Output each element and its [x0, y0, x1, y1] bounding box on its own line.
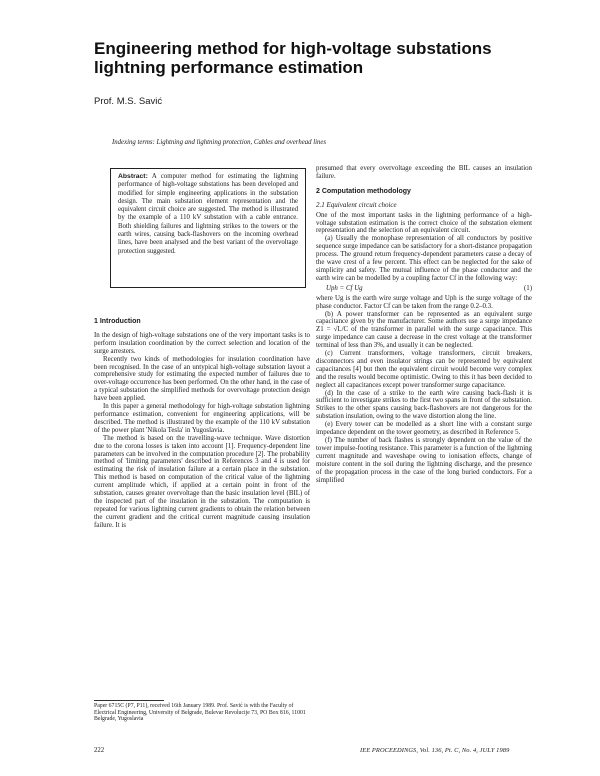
paragraph: (c) Current transformers, voltage transformers, circuit breakers, disconnectors and even insulator strings can be represented by equivalent capacitances [4] but then the equivalent circuit would become very complex and the results would become optimistic. Owing to this it has been decided to neglect all capacitances except power transformer surge capacitance. [316, 350, 532, 389]
equation-number: (1) [523, 284, 532, 292]
section-heading-introduction: 1 Introduction [94, 318, 141, 325]
abstract-box [110, 168, 306, 288]
paragraph: In this paper a general methodology for high-voltage substation lightning performance estimation, convenient for engineering applications, will be described. The method is illustrated by the example of the 110 kV substation of the power plant 'Nikola Tesla' in Yugoslavia. [94, 403, 310, 434]
paragraph: presumed that every overvoltage exceeding the BIL causes an insulation failure. [316, 165, 532, 180]
paragraph: In the design of high-voltage substations one of the very important tasks is to perform insulation coordination by the correct selection and location of the surge arresters. [94, 331, 310, 355]
abstract-text: A computer method for estimating the lightning performance of high-voltage substations has been developed and modified for simple engineering applications in the substation design. The main substation element representation and the equivalent circuit choice are suggested. The method is illustrated by the example of a 110 kV substation with a cable entrance. Both shielding failures and lightning strikes to the towers or the earth wires, causing back-flashovers on the incoming overhead lines, have been analysed and the best variant of the overvoltage protection suggested. [118, 173, 299, 255]
right-column [316, 165, 532, 484]
subsection-heading: 2.1 Equivalent circuit choice [316, 200, 397, 209]
paragraph: (e) Every tower can be modelled as a short line with a constant surge impedance dependent on the tower geometry, as described in Reference 5. [316, 421, 532, 437]
section-heading-methodology: 2 Computation methodology [316, 187, 411, 195]
page-number: 222 [94, 747, 105, 754]
footnote-divider [94, 700, 164, 701]
paragraph: Recently two kinds of methodologies for insulation coordination have been recognised. In the case of an untypical high-voltage substation layout a comprehensive study for estimating the expected number of failures due to over-voltage occurrence has been performed. On the other hand, in the case of a typical substation the simplified methods for overvoltage protection design have been applied. [94, 355, 310, 403]
equation-1 [316, 283, 532, 295]
paragraph: (f) The number of back flashes is strongly dependent on the value of the tower impulse-footing resistance. This parameter is a function of the lightning current magnitude and waveshape owing to ionisation effects, change of moisture content in the soil during the lightning discharge, and the presence of the propagation process in the case of the long buried conductors. For a simplified [316, 437, 532, 484]
paragraph: (a) Usually the monophase representation of all conductors by positive sequence surge impedance can be satisfactory for a short-distance propagation process. The ground return frequency-dependent parameters cause a decay of the wave crest of a few percent. This effect can be neglected for the sake of simplicity and safety. The mutual influence of the phase conductor and the earth wire can be modelled by a coupling factor Cf in the following way: [316, 235, 532, 282]
index-terms: Indexing terms: Lightning and lightning protection, Cables and overhead lines [112, 139, 327, 146]
paragraph: One of the most important tasks in the lightning performance of a high-voltage substation estimation is the correct choice of the substation element representation and the selection of an equivalent circuit. [316, 211, 532, 235]
equation-expression: Uph = Cf Ug [326, 284, 363, 292]
paragraph: where Ug is the earth wire surge voltage and Uph is the surge voltage of the phase conductor. Factor Cf can be taken from the range 0.2–0.3. [316, 294, 532, 310]
paragraph: The method is based on the travelling-wave technique. Wave distortion due to the corona losses is taken into account [1]. Frequency-dependent line parameters can be involved in the computation procedure [2]. The probability method of 'limiting parameters' described in References 3 and 4 is used for estimating the risk of insulation failure at a certain place in the substation. This method is based on computation of the critical value of the lightning current amplitude which, if applied at a certain point in front of the substation, causes greater overvoltage than the basic insulation level (BIL) of the inspected part of the insulation in the substation. The computation is repeated for various lightning current gradients to obtain the relation between the current gradient and the critical current magnitude causing insulation failure. It is [94, 434, 310, 529]
footnote: Paper 6715C (P7, P11), received 16th January 1989. Prof. Savić is with the Faculty of Electrical Engineering, University of Belgrade, Bulevar Revolucije 73, PO Box 816, 11001 Belgrade, Yugoslavia [94, 703, 306, 723]
abstract-label: Abstract: [118, 173, 148, 180]
paper-title: Engineering method for high-voltage substations lightning performance estimation [94, 39, 492, 77]
paragraph: (d) In the case of a strike to the earth wire causing back-flash it is sufficient to investigate strikes to the first two spans in front of the substation. Strikes to the other spans causing back-flashovers are not dangerous for the substation insulation, owing to the wave distortion along the line. [316, 389, 532, 421]
author-name: Prof. M.S. Savić [94, 96, 163, 107]
journal-reference: IEE PROCEEDINGS, Vol. 136, Pt. C, No. 4, JULY 1989 [360, 747, 510, 754]
paragraph: (b) A power transformer can be represented as an equivalent surge capacitance given by the manufacturer. Some authors use a surge impedance Z1 = √L/C of the transformer in parallel with the surge capacitance. This surge impedance can cause a decrease in the crest voltage at the transformer terminal of less than 3%, and usually it can be neglected. [316, 310, 532, 350]
left-column [94, 318, 310, 530]
